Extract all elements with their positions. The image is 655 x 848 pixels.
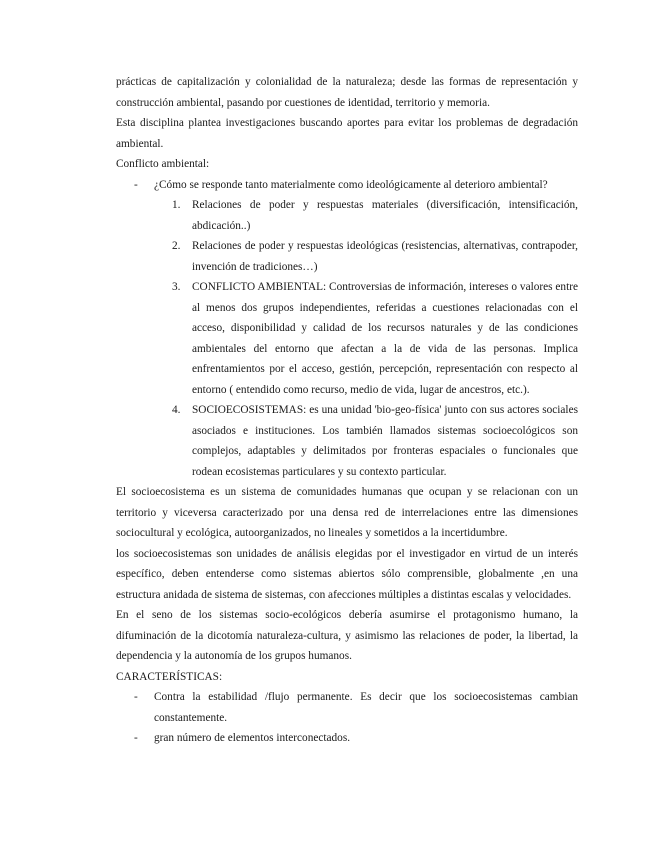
characteristic-text: Contra la estabilidad /flujo permanente. Es decir que los socioecosistemas cambian constantemente.: [154, 691, 578, 724]
item-number: 4.: [172, 404, 181, 416]
list-item: [116, 728, 578, 749]
list-item: [116, 400, 578, 482]
item-text: SOCIOECOSISTEMAS: es una unidad 'bio-geo-física' junto con sus actores sociales asociados e instituciones. Los también llamados sistemas socioecológicos son complejos, adaptables y delimitados por fronteras espaciales o funcionales que rodean ecosistemas particulares y su contexto particular.: [192, 404, 578, 478]
dash-bullet: -: [134, 178, 138, 191]
item-text: CONFLICTO AMBIENTAL: Controversias de información, intereses o valores entre al menos dos grupos independientes, referidas a cuestiones relacionadas con el acceso, disponibilidad y calidad de los recursos naturales y de las condiciones ambientales del entorno que afectan a la de vida de las personas. Implica enfrentamientos por el acceso, gestión, percepción, representación con respecto al entorno ( entendido como recurso, medio de vida, lugar de ancestros, etc.).: [192, 281, 578, 396]
seno-paragraph: En el seno de los sistemas socio-ecológicos debería asumirse el protagonismo humano, la difuminación de la dicotomía naturaleza-cultura, y asimismo las relaciones de poder, la libertad, la dependencia y la autonomía de los grupos humanos.: [116, 609, 578, 662]
list-item: [116, 236, 578, 277]
conflicto-heading: Conflicto ambiental:: [116, 158, 210, 170]
document-page: [116, 72, 578, 749]
list-item: [116, 175, 578, 196]
question-text: ¿Cómo se responde tanto materialmente como ideológicamente al deterioro ambiental?: [154, 178, 548, 191]
unidades-paragraph: los socioecosistemas son unidades de análisis elegidas por el investigador en virtud de un interés específico, deben entenderse como sistemas abiertos sólo comprensible, globalmente ,en una estructura anidada de sistema de sistemas, con afecciones múltiples a distintas escalas y velocidades.: [116, 547, 578, 601]
item-number: 3.: [172, 281, 181, 293]
intro-paragraph: prácticas de capitalización y colonialidad de la naturaleza; desde las formas de representación y construcción ambiental, pasando por cuestiones de identidad, territorio y memoria.: [116, 76, 578, 109]
dash-bullet: -: [134, 732, 138, 744]
characteristics-list: [116, 687, 578, 749]
list-item: [116, 195, 578, 236]
caracteristicas-heading: CARACTERÍSTICAS:: [116, 670, 223, 683]
socioecosistema-paragraph: El socioecosistema es un sistema de comunidades humanas que ocupan y se relacionan con un territorio y viceversa caracterizado por una densa red de interrelaciones entre las dimensiones sociocultural y ecológica, autoorganizados, no lineales y sometidos a la incertidumbre.: [116, 486, 578, 539]
item-number: 1.: [172, 199, 181, 211]
conflict-question-list: [116, 175, 578, 196]
list-item: [116, 277, 578, 400]
list-item: [116, 687, 578, 728]
dash-bullet: -: [134, 691, 138, 703]
item-number: 2.: [172, 240, 181, 252]
numbered-list: [116, 195, 578, 482]
characteristic-text: gran número de elementos interconectados.: [154, 732, 351, 744]
item-text: Relaciones de poder y respuestas materiales (diversificación, intensificación, abdicación..): [192, 199, 578, 232]
disciplina-paragraph: Esta disciplina plantea investigaciones buscando aportes para evitar los problemas de degradación ambiental.: [116, 117, 578, 150]
item-text: Relaciones de poder y respuestas ideológicas (resistencias, alternativas, contrapoder, invención de tradiciones…): [192, 240, 578, 273]
